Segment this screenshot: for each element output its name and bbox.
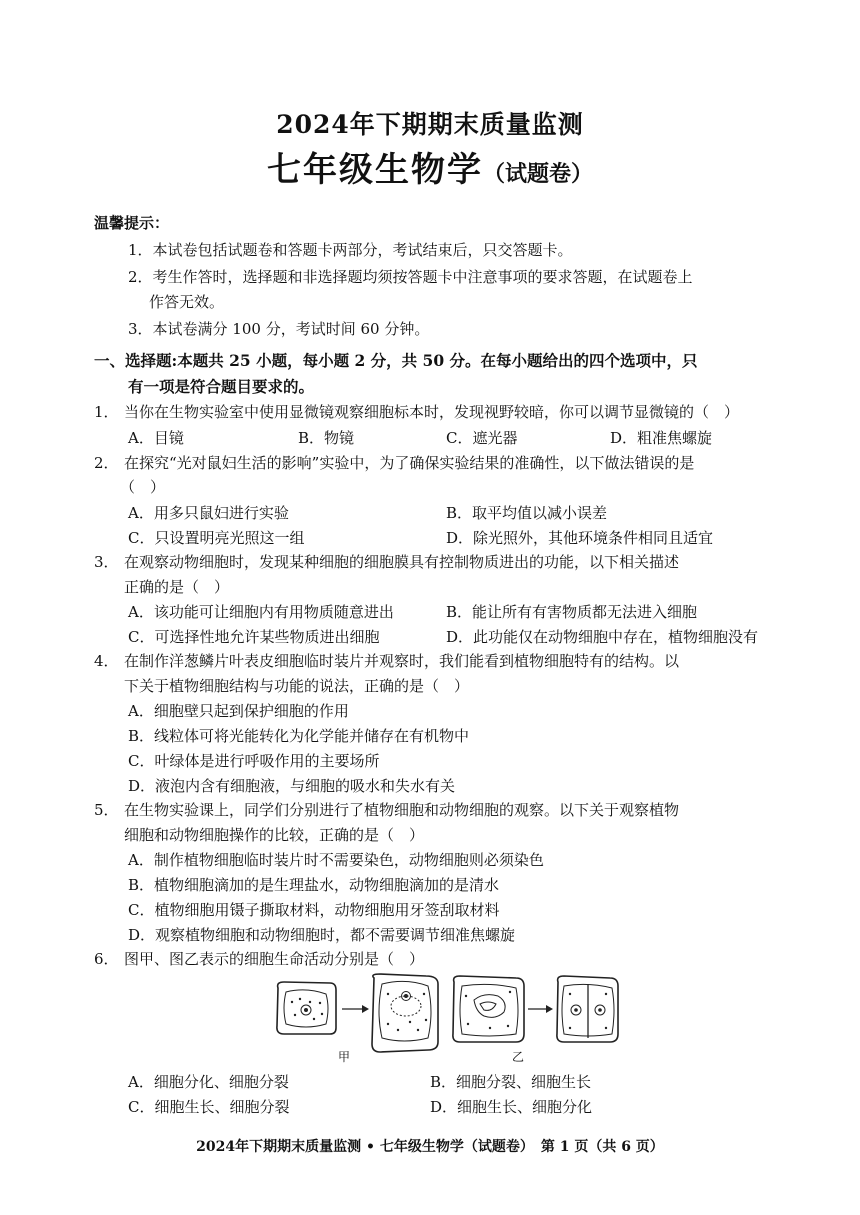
q5-option-d: D．观察植物细胞和动物细胞时，都不需要调节细准焦螺旋 bbox=[128, 926, 516, 944]
section-heading: 一、选择题:本题共 25 小题，每小题 2 分，共 50 分。在每小题给出的四个选项中，只 bbox=[94, 351, 698, 370]
q3-option-a: A．该功能可让细胞内有用物质随意进出 bbox=[128, 603, 394, 621]
q5-option-a: A．制作植物细胞临时装片时不需要染色，动物细胞则必须染色 bbox=[128, 851, 544, 869]
figure-a-cell-small bbox=[277, 982, 336, 1034]
q2-option-d: D．除光照外，其他环境条件相同且适宜 bbox=[446, 529, 714, 547]
q5-option-b: B．植物细胞滴加的是生理盐水，动物细胞滴加的是清水 bbox=[128, 876, 500, 894]
figure-b-cell-single bbox=[453, 976, 524, 1042]
q2-number: 2． bbox=[94, 454, 119, 472]
q4-option-b: B．线粒体可将光能转化为化学能并储存在有机物中 bbox=[128, 727, 470, 745]
q3-number: 3． bbox=[94, 553, 119, 571]
q1-option-c: C．遮光器 bbox=[446, 429, 518, 447]
q6-number: 6． bbox=[94, 950, 119, 968]
q4-option-d: D．液泡内含有细胞液，与细胞的吸水和失水有关 bbox=[128, 777, 456, 795]
arrow-icon bbox=[528, 1005, 553, 1013]
figure-label-a: 甲 bbox=[338, 1050, 351, 1064]
q3-option-b: B．能让所有有害物质都无法进入细胞 bbox=[446, 603, 698, 621]
q1-stem: 当你在生物实验室中使用显微镜观察细胞标本时，发现视野较暗，你可以调节显微镜的（ ） bbox=[124, 403, 740, 421]
exam-subtitle bbox=[0, 150, 860, 191]
figure-b-cell-divided bbox=[557, 976, 618, 1042]
q1-option-d: D．粗准焦螺旋 bbox=[610, 429, 713, 447]
q6-option-a: A．细胞分化、细胞分裂 bbox=[128, 1073, 289, 1091]
q6-option-c: C．细胞生长、细胞分裂 bbox=[128, 1098, 290, 1116]
tip-item-2: 2．考生作答时，选择题和非选择题均须按答题卡中注意事项的要求答题，在试题卷上 bbox=[128, 268, 693, 286]
arrow-icon bbox=[342, 1005, 369, 1013]
q4-stem: 在制作洋葱鳞片叶表皮细胞临时装片并观察时，我们能看到植物细胞特有的结构。以 bbox=[124, 652, 680, 670]
cell-activity-figure bbox=[270, 972, 620, 1064]
tip-item-3: 3．本试卷满分 100 分，考试时间 60 分钟。 bbox=[128, 320, 430, 338]
q6-option-b: B．细胞分裂、细胞生长 bbox=[430, 1073, 592, 1091]
tip-item-2-cont: 作答无效。 bbox=[149, 293, 225, 311]
q4-option-a: A．细胞壁只起到保护细胞的作用 bbox=[128, 702, 349, 720]
q4-stem-cont: 下关于植物细胞结构与功能的说法，正确的是（ ） bbox=[124, 677, 470, 695]
q6-stem: 图甲、图乙表示的细胞生命活动分别是（ ） bbox=[124, 950, 425, 968]
q4-option-c: C．叶绿体是进行呼吸作用的主要场所 bbox=[128, 752, 380, 770]
q2-stem-cont: （ ） bbox=[120, 478, 166, 496]
q5-number: 5． bbox=[94, 801, 119, 819]
tips-heading: 温馨提示： bbox=[94, 214, 170, 232]
q1-option-b: B．物镜 bbox=[298, 429, 355, 447]
q5-stem: 在生物实验课上，同学们分别进行了植物细胞和动物细胞的观察。以下关于观察植物 bbox=[124, 801, 680, 819]
section-heading-cont: 有一项是符合题目要求的。 bbox=[128, 377, 315, 396]
tip-item-1: 1．本试卷包括试题卷和答题卡两部分，考试结束后，只交答题卡。 bbox=[128, 241, 573, 259]
q6-option-d: D．细胞生长、细胞分化 bbox=[430, 1098, 593, 1116]
q2-option-b: B．取平均值以减小误差 bbox=[446, 504, 608, 522]
q3-option-d: D．此功能仅在动物细胞中存在，植物细胞没有 bbox=[446, 628, 759, 646]
q1-number: 1． bbox=[94, 403, 119, 421]
q5-stem-cont: 细胞和动物细胞操作的比较，正确的是（ ） bbox=[124, 826, 425, 844]
figure-label-b: 乙 bbox=[512, 1050, 525, 1064]
q2-option-c: C．只设置明亮光照这一组 bbox=[128, 529, 305, 547]
q1-option-a: A．目镜 bbox=[128, 429, 184, 447]
q3-option-c: C．可选择性地允许某些物质进出细胞 bbox=[128, 628, 380, 646]
q3-stem-cont: 正确的是（ ） bbox=[124, 578, 230, 596]
paper-type: （试题卷） bbox=[482, 161, 593, 187]
q3-stem: 在观察动物细胞时，发现某种细胞的细胞膜具有控制物质进出的功能，以下相关描述 bbox=[124, 553, 680, 571]
q2-stem: 在探究“光对鼠妇生活的影响”实验中，为了确保实验结果的准确性，以下做法错误的是 bbox=[124, 454, 695, 472]
figure-a-cell-large bbox=[372, 974, 438, 1052]
page-footer: 2024年下期期末质量监测 • 七年级生物学（试题卷） 第 1 页（共 6 页） bbox=[196, 1139, 664, 1155]
q5-option-c: C．植物细胞用镊子撕取材料，动物细胞用牙签刮取材料 bbox=[128, 901, 500, 919]
q2-option-a: A．用多只鼠妇进行实验 bbox=[128, 504, 289, 522]
q4-number: 4． bbox=[94, 652, 119, 670]
exam-title: 2024年下期期末质量监测 bbox=[276, 110, 584, 139]
subject-title: 七年级生物学 bbox=[266, 150, 483, 190]
